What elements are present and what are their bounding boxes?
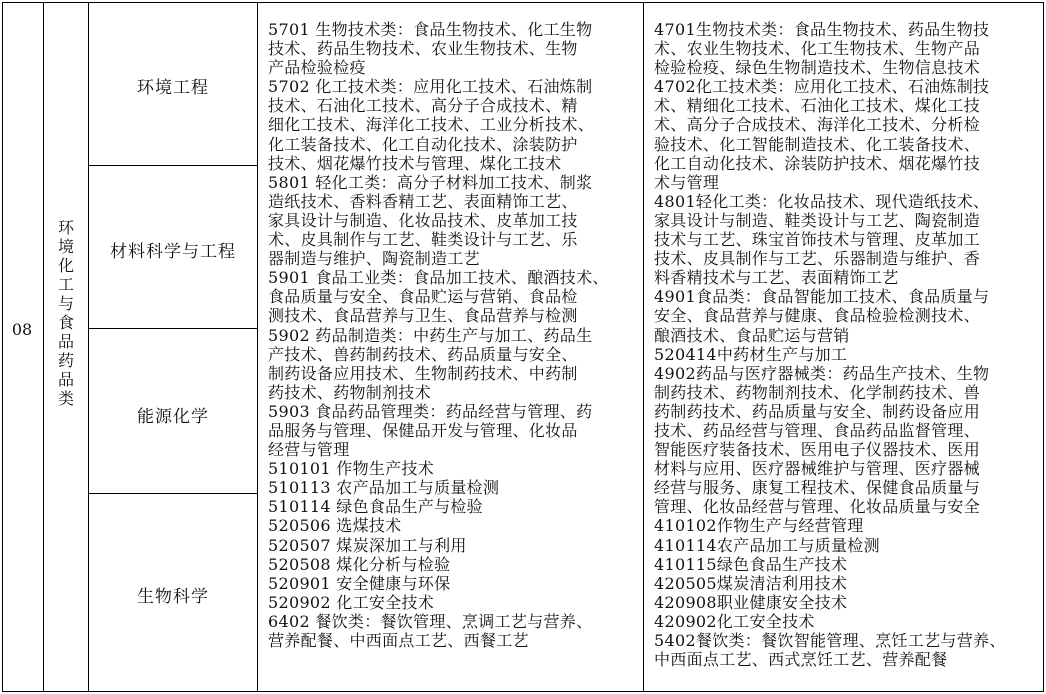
category-char: 类 [57,389,74,408]
list-line: 5903 食品药品管理类：药品经营与管理、药 [268,401,593,421]
list-line: 家具设计与制造、鞋类设计与工艺、陶瓷制造 [654,210,981,230]
category-char: 环 [57,218,74,237]
list-line: 5902 药品制造类：中药生产与加工、药品生 [268,325,593,345]
list-line: 技术、药品经营与管理、食品药品监督管理、 [654,420,981,440]
table-border-top [2,2,1044,3]
list-line: 技术、药品生物技术、农业生物技术、生物 [268,39,578,59]
list-line: 520506 选煤技术 [268,516,402,536]
column-divider [88,2,89,692]
category-code: 08 [11,320,33,339]
list-line: 药技术、药物制剂技术 [268,382,432,402]
category-char: 化 [57,256,74,275]
major-energy-chemistry: 能源化学 [137,407,209,427]
list-line: 520414中药材生产与加工 [654,344,848,364]
category-char: 食 [57,313,74,332]
list-line: 食品质量与安全、食品贮运与营销、食品检 [268,287,578,307]
list-line: 520901 安全健康与环保 [268,573,451,593]
column-divider [43,2,44,692]
list-line: 家具设计与制造、化妆品技术、皮革加工技 [268,210,578,230]
list-line: 技术、石油化工技术、高分子合成技术、精 [268,96,578,116]
list-line: 技术、烟花爆竹技术与管理、煤化工技术 [268,153,562,173]
list-line: 化工装备技术、化工自动化技术、涂装防护 [268,134,578,154]
list-line: 520507 煤炭深加工与利用 [268,535,467,555]
category-char: 药 [57,351,74,370]
list-line: 造纸技术、香料香精工艺、表面精饰工艺、 [268,191,578,211]
list-line: 4901食品类：食品智能加工技术、食品质量与 [654,287,990,307]
row-divider [88,493,258,494]
category-name [45,218,87,408]
category-char: 与 [57,294,74,313]
list-line: 420908职业健康安全技术 [654,592,848,612]
list-line: 4801轻化工类：化妆品技术、现代造纸技术、 [654,191,990,211]
list-line: 细化工技术、海洋化工技术、工业分析技术、 [268,115,595,135]
list-line: 管理、化妆品经营与管理、化妆品质量与安全 [654,497,981,517]
list-line: 4702化工技术类：应用化工技术、石油炼制技 [654,77,990,97]
list-line: 经营与管理 [268,440,350,460]
column-divider [257,2,258,692]
legacy-vocational-majors-list [268,20,638,650]
list-line: 术、皮具制作与工艺、鞋类设计与工艺、乐 [268,230,578,250]
category-char: 工 [57,275,74,294]
list-line: 5901 食品工业类：食品加工技术、酿酒技术、 [268,268,609,288]
new-vocational-majors-list [654,20,1039,669]
list-line: 技术、皮具制作与工艺、乐器制造与维护、香 [654,249,981,269]
list-line: 术、高分子合成技术、海洋化工技术、分析检 [654,115,981,135]
row-divider [88,165,258,166]
list-line: 经营与服务、康复工程技术、保健食品质量与 [654,478,981,498]
row-divider [88,328,258,329]
list-line: 品服务与管理、保健品开发与管理、化妆品 [268,420,578,440]
list-line: 营养配餐、中西面点工艺、西餐工艺 [268,631,529,650]
list-line: 测技术、食品营养与卫生、食品营养与检测 [268,306,578,326]
list-line: 410102作物生产与经营管理 [654,516,864,536]
list-line: 产品检验检疫 [268,58,366,78]
column-divider [643,2,644,692]
list-line: 4701生物技术类：食品生物技术、药品生物技 [654,20,990,39]
table-border-left [2,2,3,692]
list-line: 制药设备应用技术、生物制药技术、中药制 [268,363,578,383]
list-line: 制药技术、药物制剂技术、化学制药技术、兽 [654,382,981,402]
category-char: 境 [57,237,74,256]
list-line: 410115绿色食品生产技术 [654,554,848,574]
list-line: 520508 煤化分析与检验 [268,554,451,574]
list-line: 5701 生物技术类：食品生物技术、化工生物 [268,20,593,39]
table-border-bottom [2,691,1044,692]
list-line: 验技术、化工智能制造技术、化工装备技术、 [654,134,981,154]
list-line: 材料与应用、医疗器械维护与管理、医疗器械 [654,459,981,479]
list-line: 安全、食品营养与健康、食品检验检测技术、 [654,306,981,326]
list-line: 术、农业生物技术、化工生物技术、生物产品 [654,39,981,59]
table-border-right [1043,2,1044,692]
list-line: 5402餐饮类：餐饮智能管理、烹饪工艺与营养、 [654,631,1006,650]
major-materials-science: 材料科学与工程 [110,242,236,262]
list-line: 420902化工安全技术 [654,611,815,631]
list-line: 420505煤炭清洁利用技术 [654,573,848,593]
list-line: 510113 农产品加工与质量检测 [268,478,500,498]
list-line: 510101 作物生产技术 [268,459,435,479]
list-line: 检验检疫、绿色生物制造技术、生物信息技术 [654,58,981,78]
list-line: 5702 化工技术类：应用化工技术、石油炼制 [268,77,593,97]
list-line: 520902 化工安全技术 [268,592,435,612]
major-biological-science: 生物科学 [137,587,209,607]
list-line: 料香精技术与工艺、表面精饰工艺 [654,268,899,288]
list-line: 5801 轻化工类：高分子材料加工技术、制浆 [268,172,593,192]
list-line: 技术与工艺、珠宝首饰技术与管理、皮革加工 [654,230,981,250]
list-line: 智能医疗装备技术、医用电子仪器技术、医用 [654,440,981,460]
list-line: 酿酒技术、食品贮运与营销 [654,325,850,345]
list-line: 化工自动化技术、涂装防护技术、烟花爆竹技 [654,153,981,173]
list-line: 中西面点工艺、西式烹饪工艺、营养配餐 [654,650,948,670]
category-char: 品 [57,370,74,389]
list-line: 术与管理 [654,172,720,192]
list-line: 410114农产品加工与质量检测 [654,535,880,555]
list-line: 510114 绿色食品生产与检验 [268,497,483,517]
major-environmental-engineering: 环境工程 [137,78,209,98]
list-line: 4902药品与医疗器械类：药品生产技术、生物 [654,363,990,383]
list-line: 术、精细化工技术、石油化工技术、煤化工技 [654,96,981,116]
category-char: 品 [57,332,74,351]
list-line: 药制药技术、药品质量与安全、制药设备应用 [654,401,981,421]
list-line: 器制造与维护、陶瓷制造工艺 [268,249,480,269]
list-line: 6402 餐饮类：餐饮管理、烹调工艺与营养、 [268,611,593,631]
list-line: 产技术、兽药制药技术、药品质量与安全、 [268,344,578,364]
